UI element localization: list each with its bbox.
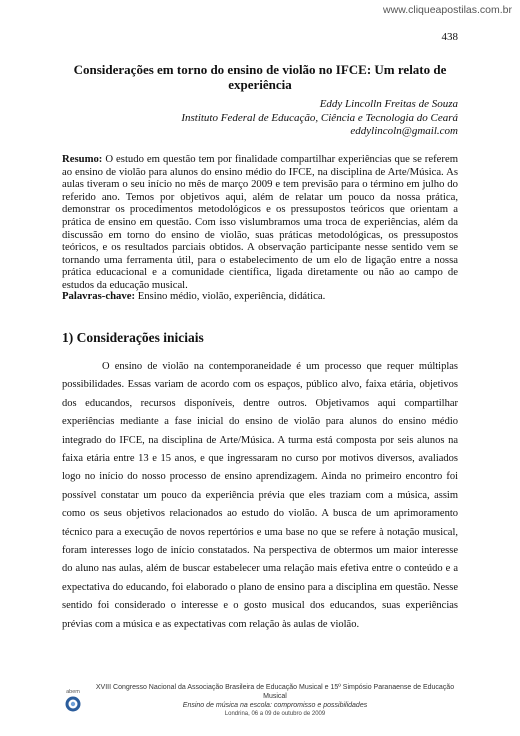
abstract	[62, 153, 458, 292]
author-email: eddylincoln@gmail.com	[350, 125, 458, 137]
section-heading: 1) Considerações iniciais	[62, 330, 204, 345]
section-paragraph: O ensino de violão na contemporaneidade é um processo que requer múltiplas possibilidades. Essas variam de acordo com os espaços, público alvo, faixa etária, objetivos dos educandos, recursos disponíveis, dentre outros. Objetivamos aqui compartilhar experiências mediante a fase inicial do ensino de violão para alunos do ensino médio integrado do IFCE, na disciplina de Arte/Música. A turma está composta por seis alunos na faixa etária entre 13 e 15 anos, e que ingressaram no curso por motivos diversos, avaliados logo no início do nosso processo de ensino aprendizagem. Ainda no primeiro encontro foi possível constatar um pouco da experiência prévia que eles traziam com a música, assim como os seus objetivos relacionados ao estudo do violão. A busca de um aprimoramento técnico para a execução de novos repertórios e uma base no que se refere à notação musical, foram interesses logo de início constatados. Na perspectiva de obtermos um maior interesse do aluno nas aulas, além de buscar estabelecer uma relação mais efetiva entre o conteúdo e a expectativa do educando, foi elaborado o plano de ensino para a disciplina em questão. Nesse sentido foi considerado o interesse e o gosto musical dos educandos, suas experiências prévias com a música e as expectativas com relação às aulas de violão.	[62, 361, 458, 630]
page-number: 438	[441, 31, 458, 43]
author-institution: Instituto Federal de Educação, Ciência e Tecnologia do Ceará	[181, 111, 458, 124]
abstract-text: O estudo em questão tem por finalidade compartilhar experiências que se referem ao ensino de violão para alunos do ensino médio do IFCE, na disciplina de Arte/Música. As aulas tiveram o seu início no mês de março 2009 e tem previsão para o término em julho do referido ano. Temos por objetivos aqui, além de relatar um pouco da nossa prática, demonstrar os procedimentos metodológicos e os pressupostos teóricos que orientam a prática de ensino em questão. Com isso vislumbramos uma troca de experiências, além da discussão em torno do ensino de violão, suas práticas metodológicas, os pressupostos teóricos, e os resultados parciais obtidos. A observação participante nesse sentido vem se tornando uma ferramenta útil, para o estabelecimento de um elo de ligação entre a nossa prática educacional e a comunidade científica, ligada diretamente ou não ao campo de estudos da educação musical.	[62, 153, 459, 291]
logo-text: abem	[66, 689, 80, 695]
abem-logo	[62, 687, 84, 713]
footer-conference: XVIII Congresso Nacional da Associação Brasileira de Educação Musical e 15º Simpósio Paranaense de Educação Musical	[95, 684, 455, 700]
author-block	[181, 98, 458, 139]
paper-title: Considerações em torno do ensino de violão no IFCE: Um relato de experiência	[73, 62, 447, 92]
watermark-url: www.cliqueapostilas.com.br	[383, 4, 512, 16]
keywords-label: Palavras-chave:	[62, 290, 136, 302]
abstract-label: Resumo:	[62, 153, 103, 165]
keywords	[62, 290, 458, 303]
footer	[62, 683, 462, 727]
footer-text	[88, 683, 462, 719]
keywords-text: Ensino médio, violão, experiência, didática.	[137, 290, 326, 302]
footer-theme: Ensino de música na escola: compromisso e possibilidades	[182, 702, 368, 709]
footer-date: Londrina, 06 a 09 de outubro de 2009	[224, 711, 326, 717]
author-name: Eddy Lincolln Freitas de Souza	[319, 98, 458, 110]
